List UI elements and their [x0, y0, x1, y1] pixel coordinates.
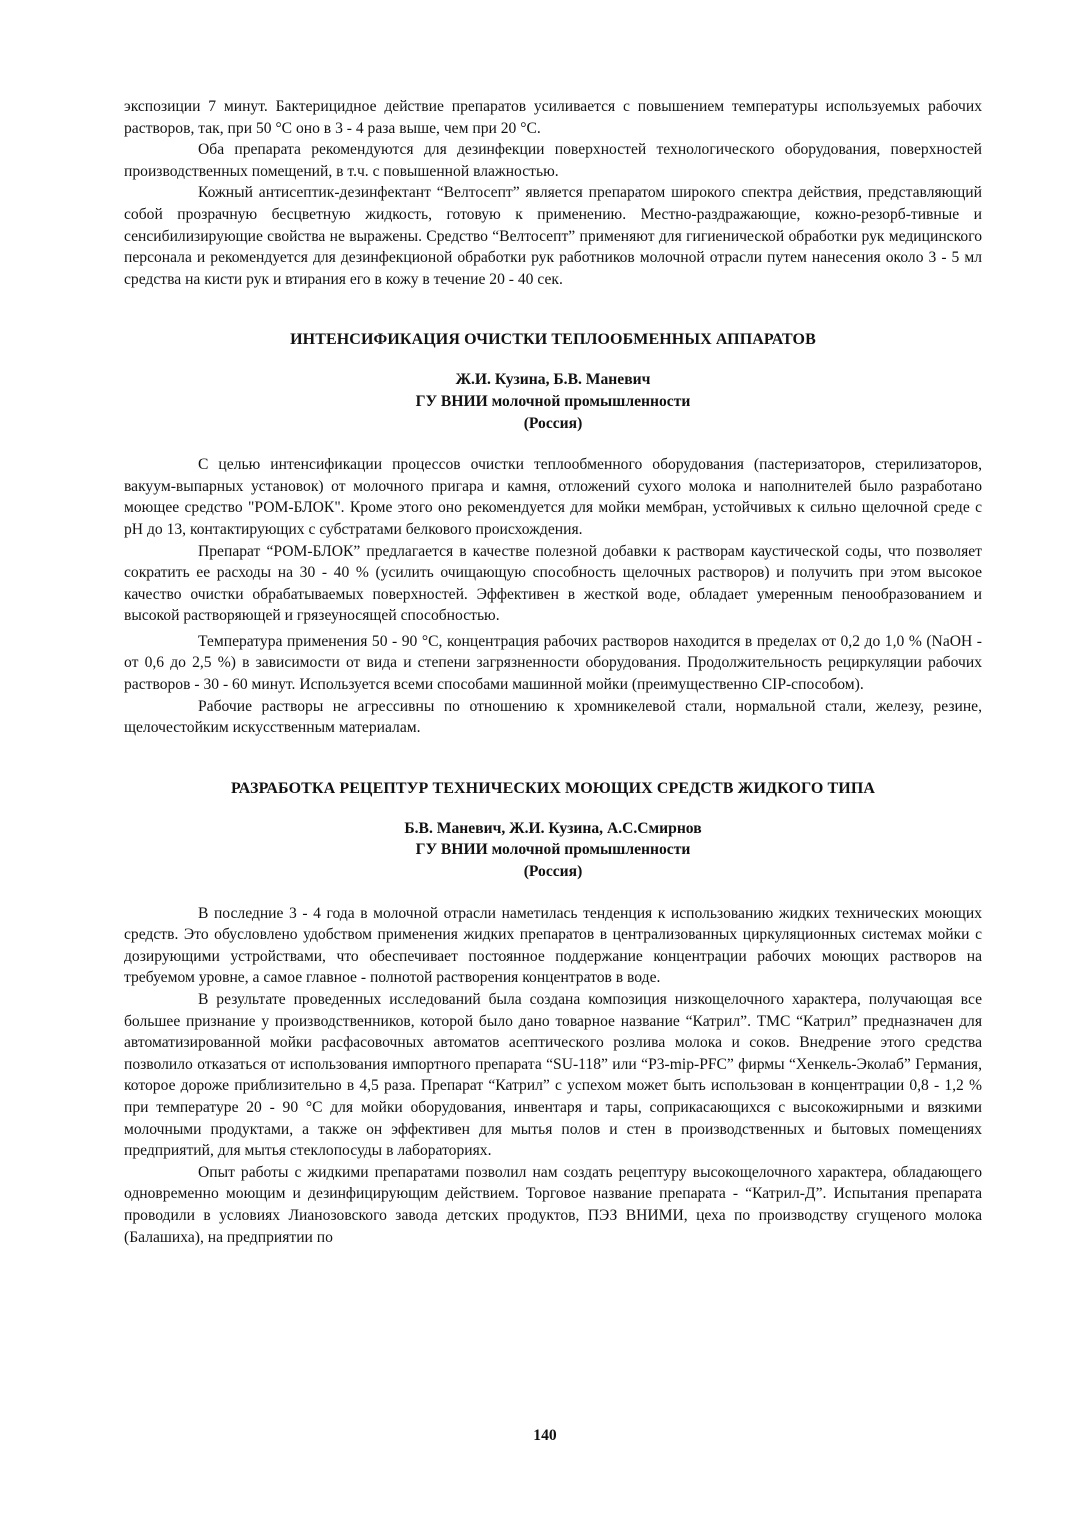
article-2-paragraph: В последние 3 - 4 года в молочной отрасли наметилась тенденция к использованию жидких технических моющих средств. Это обусловлено удобством применения жидких препаратов в централизованных циркуляционных системах мойки с дозирующими устройствами, что обеспечивает постоянное поддержание концентрации рабочих моющих растворов на требуемом уровне, а самое главное - полнотой растворения концентратов в воде. [124, 904, 982, 987]
intro-section [124, 96, 982, 290]
article-2-title: РАЗРАБОТКА РЕЦЕПТУР ТЕХНИЧЕСКИХ МОЮЩИХ СРЕДСТВ ЖИДКОГО ТИПА [230, 779, 876, 797]
article-1-authors: Ж.И. Кузина, Б.В. Маневич [455, 371, 651, 389]
article-2-authors: Б.В. Маневич, Ж.И. Кузина, А.С.Смирнов [404, 819, 702, 837]
intro-paragraph: Оба препарата рекомендуются для дезинфекции поверхностей технологического оборудования, поверхностей производственных помещений, в т.ч. с повышенной влажностью. [124, 141, 982, 180]
article-1 [124, 331, 982, 739]
article-1-country: (Россия) [523, 414, 583, 432]
article-2-paragraph: Опыт работы с жидкими препаратами позволил нам создать рецептуру высокощелочного характера, обладающего одновременно моющим и дезинфицирующим действием. Торговое название препарата - “Катрил-Д”. Испытания препарата проводили в условиях Лианозовского завода детских продуктов, ПЭЗ ВНИМИ, цеха по производству сгущеного молока (Балашиха), на предприятии по [124, 1163, 982, 1246]
article-2-institution: ГУ ВНИИ молочной промышленности [415, 841, 691, 859]
intro-paragraph: экспозиции 7 минут. Бактерицидное действие препаратов усиливается с повышением температуры используемых рабочих растворов, так, при 50 °С оно в 3 - 4 раза выше, чем при 20 °С. [124, 98, 982, 137]
article-1-title: ИНТЕНСИФИКАЦИЯ ОЧИСТКИ ТЕПЛООБМЕННЫХ АППАРАТОВ [290, 331, 816, 349]
page-number: 140 [533, 1427, 557, 1444]
article-1-paragraph: Препарат “РОМ-БЛОК” предлагается в качестве полезной добавки к растворам каустической соды, что позволяет сократить ее расходы на 30 - 40 % (усилить очищающую способность щелочных растворов) и получить при этом высокое качество очистки обрабатываемых поверхностей. Эффективен в жесткой воде, обладает умеренным пенообразованием и высокой растворяющей и грязеуносящей способностью. [124, 542, 982, 625]
article-1-paragraph: Температура применения 50 - 90 °С, концентрация рабочих растворов находится в пределах от 0,2 до 1,0 % (NaOH - от 0,6 до 2,5 %) в зависимости от вида и степени загрязненности оборудования. Продолжительность рециркуляции рабочих растворов - 30 - 60 минут. Используется всеми способами машинной мойки (преимущественно CIP-способом). [124, 632, 982, 694]
article-2-paragraph: В результате проведенных исследований была создана композиция низкощелочного характера, получающая все большее признание у производственников, которой было дано товарное название “Катрил”. ТМС “Катрил” предназначен для автоматизированной мойки расфасовочных автоматов асептического розлива молока и соков. Внедрение этого средства позволило отказаться от использования импортного препарата “SU-118” или “P3-mip-PFC” фирмы “Хенкель-Эколаб” Германия, которое дороже приблизительно в 4,5 раза. Препарат “Катрил” с успехом может быть использован в концентрации 0,8 - 1,2 % при температуре 20 - 90 °С для мойки оборудования, инвентаря и тары, соприкасающихся с высокожирными и вязкими молочными продуктами, а также он эффективен для мытья полов и стен в производственных и бытовых помещениях предприятий, для мытья стеклопосуды в лабораториях. [124, 991, 982, 1160]
article-2 [124, 780, 982, 1248]
intro-paragraph: Кожный антисептик-дезинфектант “Велтосепт” является препаратом широкого спектра действия, представляющий собой прозрачную бесцветную жидкость, готовую к применению. Местно-раздражающие, кожно-резорб-тивные и сенсибилизирующие свойства не выражены. Средство “Велтосепт” применяют для гигиенической обработки рук медицинского персонала и рекомендуется для дезинфекционой обработки рук работников молочной отрасли путем нанесения около 3 - 5 мл средства на кисти рук и втирания его в кожу в течение 20 - 40 сек. [124, 184, 982, 288]
article-1-paragraph: С целью интенсификации процессов очистки теплообменного оборудования (пастеризаторов, стерилизаторов, вакуум-выпарных установок) от молочного пригара и камня, отложений сухого молока и наполнителей было разработано моющее средство "РОМ-БЛОК". Кроме этого оно рекомендуется для мойки мембран, устойчивых к сильно щелочной среде с pH до 13, контактирующих с субстратами белкового происхождения. [124, 456, 982, 538]
article-2-country: (Россия) [523, 863, 583, 881]
article-1-paragraph: Рабочие растворы не агрессивны по отношению к хромникелевой стали, нормальной стали, железу, резине, щелочестойким искусственным материалам. [124, 697, 982, 737]
article-1-institution: ГУ ВНИИ молочной промышленности [415, 392, 691, 410]
page-content [124, 96, 982, 1248]
